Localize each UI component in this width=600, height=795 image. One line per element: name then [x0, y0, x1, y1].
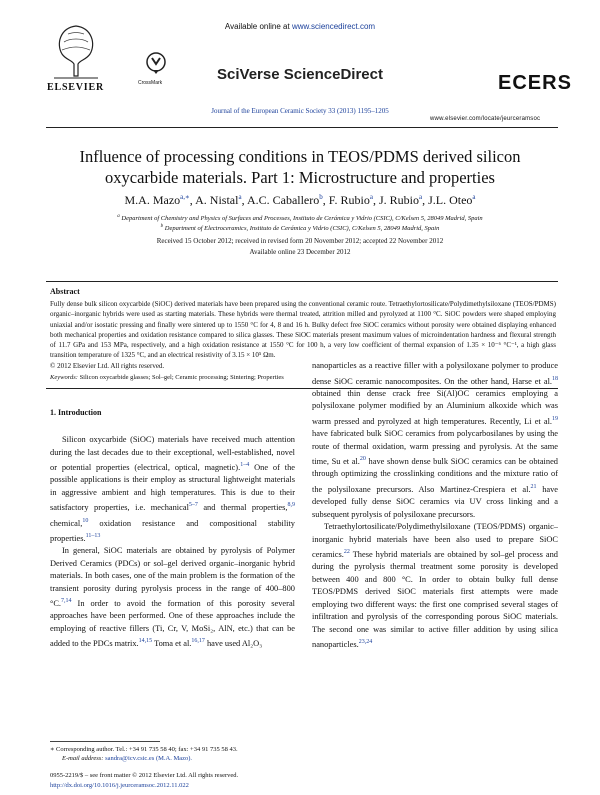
paragraph: Silicon oxycarbide (SiOC) materials have received much attention during the last decades due to their exceptional, well-established, novel or potential properties (electrical, optical, magnetic).$^{1-4}$ One of the possible applications is their employ as structural lightweight materials in aggressive ambient and high temperatures. This is due to their satisfactory properties, i.e. mechanical$^{5-7}$ and thermal properties,$^{8,9}$ chemical,$^{10}$ oxidation resistance and compositional stability properties.$^{11-13}$: [50, 435, 296, 543]
author: A. Nistal$^a$: [195, 193, 242, 207]
journal-homepage[interactable]: www.elsevier.com/locate/jeurceramsoc: [430, 116, 541, 122]
paragraph: nanoparticles as a reactive filler with a polysiloxane polymer to produce dense SiOC ceramic nanocomposites. On the other hand, Harse et al.$^{18}$ obtained thin dense crack free Si(Al)OC ceramics employing a polysiloxane polymer modified by an Aluminium alkoxide which was warm pressed and pyrolyzed at high temperatures. Recently, Li et al.$^{19}$ have fabricated bulk SiOC ceramics from polycarbosilanes by using the route of thermal oxidation, warm pressing and pyrolysis. At the same time, Su et al.$^{20}$ have shown dense bulk SiOC ceramics can be obtained through optimizing the crosslinking conditions and the mixture ratio of the polysiloxane precursors. Also Martinez-Crespiera et al.$^{21}$ have developed fully dense SiOC ceramics via UV cross linking and a subsequent pyrolysis of polysiloxane precursors.: [312, 361, 559, 519]
body-column-left: [50, 434, 295, 651]
citation[interactable]: 21: [530, 483, 537, 490]
footnote-divider: [50, 741, 160, 742]
abstract-top-divider: [46, 281, 558, 282]
keywords: Keywords: Silicon oxycarbide glasses; Sol–gel; Ceramic processing; Sintering; Properties: [50, 374, 284, 381]
citation[interactable]: 19: [552, 415, 558, 422]
citation[interactable]: 14,15: [138, 638, 153, 645]
citation[interactable]: 7,14: [61, 598, 72, 605]
author: J.L. Oteo$^a$: [428, 193, 476, 207]
publisher-logo-text: ELSEVIER: [47, 82, 104, 93]
section-heading-introduction: 1. Introduction: [50, 408, 102, 417]
citation[interactable]: 5–7: [188, 502, 198, 509]
citation[interactable]: 18: [552, 375, 558, 382]
doi-link[interactable]: http://dx.doi.org/10.1016/j.jeurceramsoc.2012.11.022: [50, 782, 189, 789]
available-online: Available online at www.sciencedirect.com: [224, 22, 376, 31]
crossmark-label: CrossMark: [138, 80, 163, 86]
online-date: Available online 23 December 2012: [249, 248, 351, 256]
society-logo: ECERS: [498, 72, 572, 94]
paragraph: In general, SiOC materials are obtained by pyrolysis of Polymer Derived Ceramics (PDCs) or sol–gel derived organic–inorganic hybrid materials. In both cases, one of the main problem is the formation of the transient porosity during pyrolysis process in the range of 400–800 °C.$^{7,14}$ In order to avoid the formation of this porosity several approaches have been performed. One of these approaches include the employing of reactive fillers (Ti, Cr, V, MoSi₂, AlN, etc.) that can be added to the PDCs matrix.$^{14,15}$ Toma et al.$^{16,17}$ have used Al₂O₃: [50, 546, 295, 649]
corresponding-author-note: ∗ Corresponding author. Tel.: +34 91 735 58 40; fax: +34 91 735 58 43.: [50, 746, 238, 753]
affiliation-a: $^a$ Department of Chemistry and Physics of Surfaces and Processes, Instituto de Cerámica y Vidrio (CSIC), C/Kelsen 5, 28049 Madrid, Spain: [117, 214, 483, 223]
platform-name: SciVerse ScienceDirect: [217, 66, 383, 83]
email-note: E-mail address: sandra@icv.csic.es (M.A. Mazo).: [62, 755, 193, 762]
affiliation-b: $^b$ Department of Electroceramics, Instituto de Cerámica y Vidrio (CSIC), C/Kelsen 5, 28049 Madrid, Spain: [160, 224, 440, 233]
author: J. Rubio$^a$: [378, 193, 423, 207]
citation[interactable]: 1–4: [240, 462, 250, 468]
author: M.A. Mazo$^{a,∗}$: [124, 193, 190, 207]
author: A.C. Caballero$^b$: [246, 193, 323, 207]
header-divider: [46, 127, 558, 128]
sciencedirect-link[interactable]: www.sciencedirect.com: [291, 22, 376, 31]
citation[interactable]: 23,24: [358, 639, 373, 646]
email-link[interactable]: sandra@icv.csic.es (M.A. Mazo).: [103, 755, 193, 762]
abstract-body: Fully dense bulk silicon oxycarbide (SiOC) derived materials have been prepared using the conventional ceramic route. Tetraethylortosilicate/Polydimethylsiloxane (TEOS/PDMS) organic–inorganic hybrids were used as starting materials. These hybrids were thermal treated, attrition milled and pyrolyzed at 1100 °C. SiOC powders were shaped employing uniaxial and/or isostatic pressing and finally were sintered up to 1550 °C for 4, 8 and 16 h. Bulky defect free SiOC ceramics without porosity were obtained displaying enhanced both mechanical properties and oxidation resistance compared to silica glasses. These SiOC materials present maximum values of microindentation hardness and flexural strength of 11.7 GPa and 153 MPa, respectively, and a high oxidation resistance at 1550 °C for 100 h, a very low coefficient of thermal expansion of 1.35 × 10⁻⁶ °C⁻¹, a high glass transition temperature of 1325 °C, and an electrical resistivity of 3.15 × 10⁵ Ωm. © 2012 Elsevier Ltd. All rights reserved.: [50, 300, 556, 370]
article-title: Influence of processing conditions in TEOS/PDMS derived silicon oxycarbide materials. Part 1: Microstructure and properties: [79, 147, 521, 187]
citation[interactable]: 10: [82, 517, 89, 524]
received-dates: Received 15 October 2012; received in revised form 20 November 2012; accepted 22 November 2012: [156, 237, 444, 245]
citation[interactable]: 11–13: [85, 532, 101, 539]
citation[interactable]: 22: [343, 549, 350, 556]
body-column-right: [312, 360, 558, 652]
author: F. Rubio$^a$: [328, 193, 373, 207]
paragraph: Tetraethylortosilicate/Polydimethylsiloxane (TEOS/PDMS) organic–inorganic hybrid materials have been also used to prepare SiOC ceramics.$^{22}$ These hybrid materials are obtained by sol–gel process and during the pyrolysis thermal treatment some porosity is developed between 400 and 800 °C. In order to obtain bulky full dense TEOS/PDMS derived SiOC materials first attempts were made employing two different ways: the first one comprised several stages of infiltration and pyrolysis of the corresponding porous SiOC materials. The second one was similar to active filler addition by using silica nanoparticles.$^{23,24}$: [312, 522, 558, 650]
citation[interactable]: 16,17: [191, 638, 205, 645]
author-list: M.A. Mazo$^{a,∗}$, A. Nistal$^a$, A.C. Caballero$^b$, F. Rubio$^a$, J. Rubio$^a$, J.L. Oteo$^a$: [124, 193, 476, 207]
copyright-line: © 2012 Elsevier Ltd. All rights reserved.: [50, 361, 165, 370]
citation[interactable]: 8,9: [287, 502, 295, 509]
issn-line: 0955-2219/$ – see front matter © 2012 Elsevier Ltd. All rights reserved.: [50, 772, 239, 779]
abstract-heading: Abstract: [50, 287, 80, 296]
journal-reference[interactable]: Journal of the European Ceramic Society 33 (2013) 1195–1205: [211, 107, 389, 115]
citation[interactable]: 20: [359, 456, 366, 463]
